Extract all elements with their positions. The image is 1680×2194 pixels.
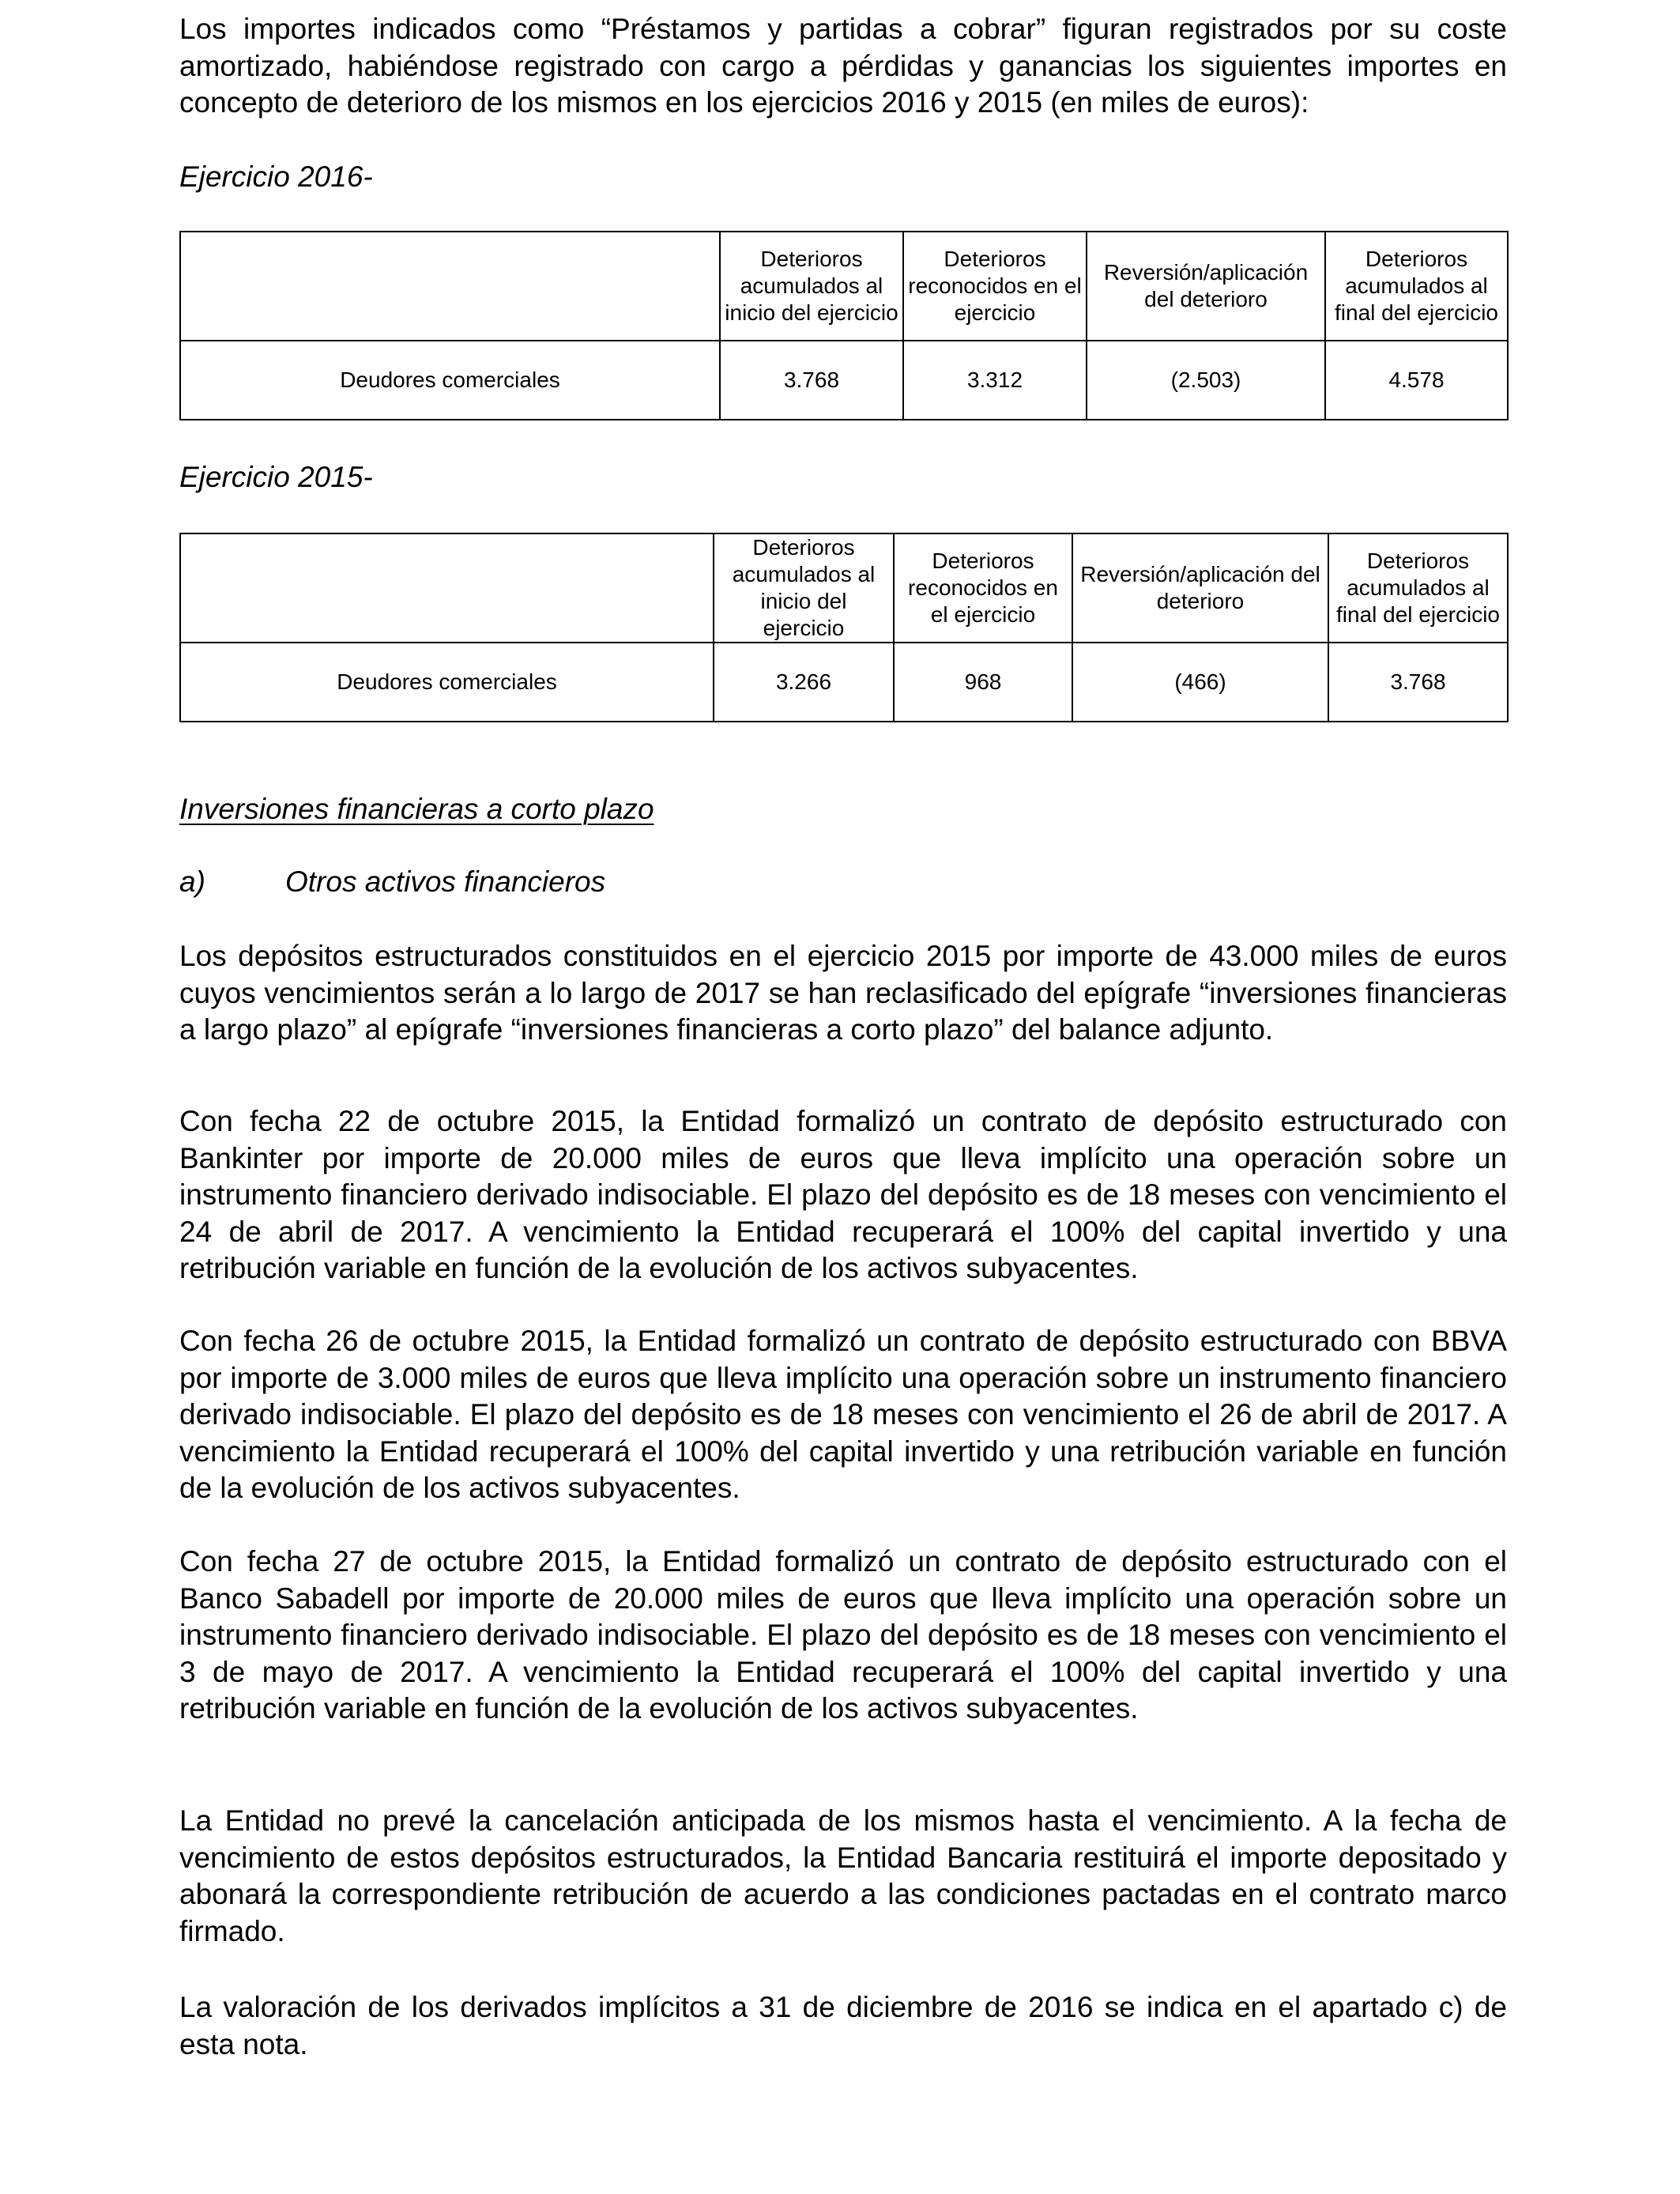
heading-ejercicio-2016: Ejercicio 2016- — [179, 160, 373, 193]
table-cell: 3.312 — [903, 341, 1087, 420]
paragraph-sabadell: Con fecha 27 de octubre 2015, la Entidad formalizó un contrato de depósito estructurado con el Banco Sabadell por importe de 20.000 miles de euros que lleva implícito una operación sobre un instrumento financiero derivado indisociable. El plazo del depósito es de 18 meses con vencimiento el 3 de mayo de 2017. A vencimiento la Entidad recuperará el 100% del capital invertido y una retribución variable en función de la evolución de los activos subyacentes. — [179, 1545, 1507, 1725]
table-cell: Deudores comerciales — [180, 341, 720, 420]
table-header-cell: Reversión/aplicación del deterioro — [1087, 232, 1325, 341]
subsection-letter: a) — [179, 865, 205, 898]
table-cell: 3.266 — [714, 643, 894, 722]
table-header-cell: Deterioros acumulados al final del ejercicio — [1328, 533, 1508, 643]
paragraph-cancellation: La Entidad no prevé la cancelación anticipada de los mismos hasta el vencimiento. A la fecha de vencimiento de estos depósitos estructurados, la Entidad Bancaria restituirá el importe depositado y abonará la correspondiente retribución de acuerdo a las condiciones pactadas en el contrato marco firmado. — [179, 1804, 1507, 1947]
table-cell: 3.768 — [1328, 643, 1508, 722]
section-title-text: Inversiones financieras a corto plazo — [179, 793, 654, 825]
section-title — [179, 791, 654, 827]
table-header-cell: Deterioros reconocidos en el ejercicio — [903, 232, 1087, 341]
table-header-cell: Reversión/aplicación del deterioro — [1072, 533, 1328, 643]
table-cell: 3.768 — [720, 341, 903, 420]
table-cell: (2.503) — [1087, 341, 1325, 420]
table-header-row — [180, 533, 1508, 643]
table-header-row — [180, 232, 1508, 341]
impairment-table-2016 — [179, 231, 1509, 420]
table-header-cell — [180, 533, 714, 643]
table-header-cell: Deterioros acumulados al final del ejercicio — [1325, 232, 1508, 341]
table-cell: 4.578 — [1325, 341, 1508, 420]
table-cell: Deudores comerciales — [180, 643, 714, 722]
paragraph-valuation: La valoración de los derivados implícitos a 31 de diciembre de 2016 se indica en el apartado c) de esta nota. — [179, 1991, 1507, 2060]
heading-ejercicio-2015: Ejercicio 2015- — [179, 461, 373, 493]
table-row — [180, 643, 1508, 722]
table-header-cell: Deterioros acumulados al inicio del ejercicio — [720, 232, 903, 341]
table-cell: (466) — [1072, 643, 1328, 722]
subsection-heading — [179, 864, 605, 900]
intro-paragraph: Los importes indicados como “Préstamos y partidas a cobrar” figuran registrados por su coste amortizado, habiéndose registrado con cargo a pérdidas y ganancias los siguientes importes en concepto de deterioro de los mismos en los ejercicios 2016 y 2015 (en miles de euros): — [179, 13, 1507, 119]
table-cell: 968 — [894, 643, 1072, 722]
paragraph-bankinter: Con fecha 22 de octubre 2015, la Entidad formalizó un contrato de depósito estructurado con Bankinter por importe de 20.000 miles de euros que lleva implícito una operación sobre un instrumento financiero derivado indisociable. El plazo del depósito es de 18 meses con vencimiento el 24 de abril de 2017. A vencimiento la Entidad recuperará el 100% del capital invertido y una retribución variable en función de la evolución de los activos subyacentes. — [179, 1105, 1507, 1284]
table-header-cell — [180, 232, 720, 341]
table-row — [180, 341, 1508, 420]
table-header-cell: Deterioros reconocidos en el ejercicio — [894, 533, 1072, 643]
table-header-cell: Deterioros acumulados al inicio del ejercicio — [714, 533, 894, 643]
subsection-title: Otros activos financieros — [285, 865, 606, 898]
paragraph-reclassification: Los depósitos estructurados constituidos en el ejercicio 2015 por importe de 43.000 miles de euros cuyos vencimientos serán a lo largo de 2017 se han reclasificado del epígrafe “inversiones financieras a largo plazo” al epígrafe “inversiones financieras a corto plazo” del balance adjunto. — [179, 940, 1507, 1046]
paragraph-bbva: Con fecha 26 de octubre 2015, la Entidad formalizó un contrato de depósito estructurado con BBVA por importe de 3.000 miles de euros que lleva implícito una operación sobre un instrumento financiero derivado indisociable. El plazo del depósito es de 18 meses con vencimiento el 26 de abril de 2017. A vencimiento la Entidad recuperará el 100% del capital invertido y una retribución variable en función de la evolución de los activos subyacentes. — [179, 1325, 1507, 1504]
impairment-table-2015 — [179, 533, 1509, 722]
